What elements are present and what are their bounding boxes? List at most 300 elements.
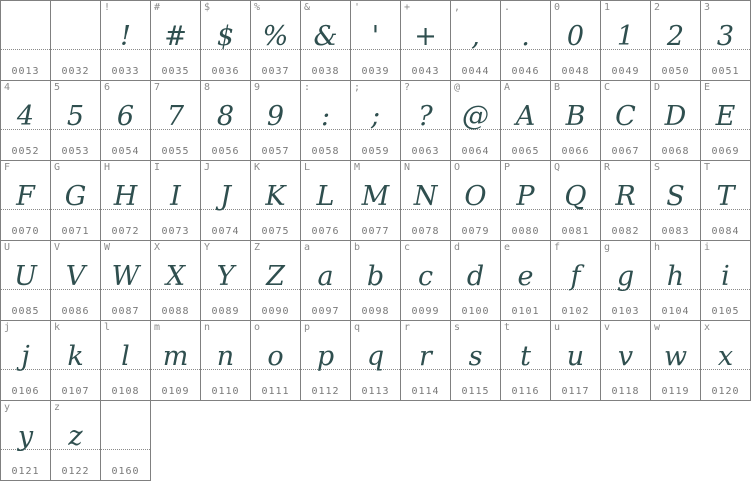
- glyph-preview: 8: [216, 101, 235, 132]
- glyph-code: 0064: [461, 146, 490, 157]
- glyph-reference-label: g: [604, 242, 611, 253]
- glyph-preview: 3: [716, 21, 735, 52]
- glyph-code: 0098: [361, 306, 390, 317]
- glyph-reference-label: K: [254, 162, 261, 173]
- glyph-cell: [501, 161, 551, 241]
- glyph-cell: [451, 161, 501, 241]
- glyph-code: 0063: [411, 146, 440, 157]
- glyph-code: 0082: [611, 226, 640, 237]
- glyph-code: 0055: [161, 146, 190, 157]
- baseline-dotted-rule: [501, 369, 550, 370]
- glyph-code: 0104: [661, 306, 690, 317]
- glyph-preview: f: [570, 261, 581, 292]
- glyph-reference-label: n: [204, 322, 211, 333]
- glyph-preview: N: [413, 181, 438, 212]
- glyph-code: 0036: [211, 66, 240, 77]
- glyph-cell: [401, 241, 451, 321]
- baseline-dotted-rule: [1, 49, 50, 50]
- glyph-reference-label: A: [504, 82, 511, 93]
- glyph-cell: [1, 1, 51, 81]
- glyph-cell: [451, 1, 501, 81]
- glyph-code: 0112: [311, 386, 340, 397]
- glyph-preview: s: [468, 341, 483, 372]
- baseline-dotted-rule: [101, 289, 150, 290]
- glyph-reference-label: V: [54, 242, 61, 253]
- baseline-dotted-rule: [601, 369, 650, 370]
- glyph-code: 0067: [611, 146, 640, 157]
- baseline-dotted-rule: [401, 289, 450, 290]
- glyph-code: 0068: [661, 146, 690, 157]
- baseline-dotted-rule: [651, 209, 700, 210]
- glyph-code: 0050: [661, 66, 690, 77]
- baseline-dotted-rule: [701, 289, 750, 290]
- glyph-reference-label: v: [604, 322, 611, 333]
- glyph-preview: C: [615, 101, 636, 132]
- glyph-preview: k: [67, 341, 84, 372]
- glyph-preview: D: [664, 101, 687, 132]
- glyph-reference-label: ?: [404, 82, 411, 93]
- glyph-cell: [251, 81, 301, 161]
- glyph-reference-label: X: [154, 242, 161, 253]
- glyph-reference-label: T: [704, 162, 711, 173]
- baseline-dotted-rule: [651, 369, 700, 370]
- glyph-preview: R: [615, 181, 636, 212]
- glyph-reference-label: :: [304, 82, 311, 93]
- glyph-reference-label: N: [404, 162, 411, 173]
- glyph-code: 0122: [61, 466, 90, 477]
- glyph-cell: [251, 321, 301, 401]
- glyph-reference-label: a: [304, 242, 311, 253]
- glyph-reference-label: q: [354, 322, 361, 333]
- baseline-dotted-rule: [451, 289, 500, 290]
- glyph-code: 0107: [61, 386, 90, 397]
- baseline-dotted-rule: [51, 209, 100, 210]
- glyph-preview: 5: [66, 101, 85, 132]
- glyph-reference-label: h: [654, 242, 661, 253]
- baseline-dotted-rule: [701, 209, 750, 210]
- baseline-dotted-rule: [351, 209, 400, 210]
- glyph-code: 0056: [211, 146, 240, 157]
- glyph-cell: [551, 1, 601, 81]
- glyph-cell: [301, 1, 351, 81]
- glyph-reference-label: y: [4, 402, 11, 413]
- glyph-code: 0080: [511, 226, 540, 237]
- glyph-code: 0084: [711, 226, 740, 237]
- glyph-cell: [701, 241, 751, 321]
- glyph-cell: [101, 321, 151, 401]
- glyph-reference-label: r: [404, 322, 411, 333]
- glyph-cell: [151, 81, 201, 161]
- glyph-cell: [701, 161, 751, 241]
- glyph-code: 0106: [11, 386, 40, 397]
- baseline-dotted-rule: [1, 289, 50, 290]
- glyph-reference-label: !: [104, 2, 111, 13]
- glyph-reference-label: s: [454, 322, 461, 333]
- baseline-dotted-rule: [501, 129, 550, 130]
- glyph-cell: [701, 321, 751, 401]
- baseline-dotted-rule: [101, 449, 150, 450]
- glyph-preview: K: [265, 181, 286, 212]
- glyph-cell: [201, 321, 251, 401]
- glyph-code: 0097: [311, 306, 340, 317]
- glyph-reference-label: w: [654, 322, 661, 333]
- glyph-cell: [51, 81, 101, 161]
- glyph-cell: [601, 1, 651, 81]
- glyph-code: 0119: [661, 386, 690, 397]
- glyph-cell: [401, 321, 451, 401]
- glyph-cell: [51, 401, 101, 481]
- baseline-dotted-rule: [251, 129, 300, 130]
- glyph-preview: c: [417, 261, 434, 292]
- glyph-code: 0108: [111, 386, 140, 397]
- glyph-preview: p: [316, 341, 335, 372]
- glyph-code: 0110: [211, 386, 240, 397]
- character-row: [1, 161, 751, 241]
- baseline-dotted-rule: [301, 129, 350, 130]
- glyph-cell: [351, 161, 401, 241]
- glyph-cell: [51, 241, 101, 321]
- glyph-cell: [251, 161, 301, 241]
- glyph-code: 0059: [361, 146, 390, 157]
- glyph-reference-label: ': [354, 2, 361, 13]
- glyph-reference-label: u: [554, 322, 561, 333]
- glyph-reference-label: o: [254, 322, 261, 333]
- glyph-cell: [51, 321, 101, 401]
- glyph-preview: S: [666, 181, 685, 212]
- glyph-cell: [301, 161, 351, 241]
- glyph-cell: [401, 1, 451, 81]
- glyph-reference-label: W: [104, 242, 111, 253]
- glyph-cell: [701, 1, 751, 81]
- glyph-reference-label: U: [4, 242, 11, 253]
- baseline-dotted-rule: [51, 449, 100, 450]
- baseline-dotted-rule: [301, 369, 350, 370]
- baseline-dotted-rule: [401, 129, 450, 130]
- baseline-dotted-rule: [451, 129, 500, 130]
- glyph-reference-label: D: [654, 82, 661, 93]
- glyph-preview: Q: [564, 181, 587, 212]
- baseline-dotted-rule: [501, 49, 550, 50]
- glyph-code: 0051: [711, 66, 740, 77]
- baseline-dotted-rule: [401, 49, 450, 50]
- glyph-reference-label: l: [104, 322, 111, 333]
- glyph-code: 0054: [111, 146, 140, 157]
- glyph-cell: [501, 241, 551, 321]
- glyph-code: 0085: [11, 306, 40, 317]
- glyph-reference-label: b: [354, 242, 361, 253]
- baseline-dotted-rule: [201, 129, 250, 130]
- baseline-dotted-rule: [401, 209, 450, 210]
- baseline-dotted-rule: [351, 49, 400, 50]
- glyph-reference-label: I: [154, 162, 161, 173]
- glyph-preview: h: [666, 261, 685, 292]
- baseline-dotted-rule: [651, 129, 700, 130]
- glyph-preview: r: [419, 341, 432, 372]
- glyph-preview: Z: [266, 261, 285, 292]
- glyph-cell: [651, 1, 701, 81]
- glyph-code: 0088: [161, 306, 190, 317]
- glyph-cell: [101, 241, 151, 321]
- glyph-reference-label: ;: [354, 82, 361, 93]
- glyph-reference-label: 6: [104, 82, 111, 93]
- glyph-code: 0120: [711, 386, 740, 397]
- glyph-cell: [651, 161, 701, 241]
- glyph-code: 0101: [511, 306, 540, 317]
- glyph-preview: y: [17, 421, 34, 452]
- glyph-cell: [701, 81, 751, 161]
- glyph-cell: [1, 161, 51, 241]
- glyph-reference-label: #: [154, 2, 161, 13]
- glyph-preview: ;: [370, 101, 381, 132]
- baseline-dotted-rule: [101, 209, 150, 210]
- glyph-cell: [451, 241, 501, 321]
- glyph-code: 0116: [511, 386, 540, 397]
- glyph-code: 0053: [61, 146, 90, 157]
- glyph-preview: b: [366, 261, 385, 292]
- baseline-dotted-rule: [101, 369, 150, 370]
- glyph-preview: A: [515, 101, 536, 132]
- glyph-preview: 4: [16, 101, 35, 132]
- baseline-dotted-rule: [1, 209, 50, 210]
- glyph-cell: [551, 81, 601, 161]
- character-row: [1, 1, 751, 81]
- glyph-code: 0074: [211, 226, 240, 237]
- glyph-reference-label: H: [104, 162, 111, 173]
- glyph-reference-label: B: [554, 82, 561, 93]
- glyph-preview: V: [65, 261, 86, 292]
- baseline-dotted-rule: [451, 49, 500, 50]
- baseline-dotted-rule: [151, 129, 200, 130]
- baseline-dotted-rule: [301, 209, 350, 210]
- glyph-preview: G: [64, 181, 87, 212]
- baseline-dotted-rule: [551, 209, 600, 210]
- baseline-dotted-rule: [1, 369, 50, 370]
- baseline-dotted-rule: [101, 49, 150, 50]
- glyph-preview: [101, 411, 150, 450]
- glyph-preview: v: [617, 341, 634, 372]
- glyph-preview: g: [616, 261, 635, 292]
- glyph-cell: [201, 81, 251, 161]
- glyph-code: 0111: [261, 386, 290, 397]
- glyph-cell: [451, 321, 501, 401]
- glyph-code: 0117: [561, 386, 590, 397]
- glyph-reference-label: 8: [204, 82, 211, 93]
- glyph-preview: l: [121, 341, 130, 372]
- character-row: [1, 81, 751, 161]
- glyph-code: 0039: [361, 66, 390, 77]
- glyph-code: 0090: [261, 306, 290, 317]
- glyph-cell: [51, 161, 101, 241]
- baseline-dotted-rule: [251, 209, 300, 210]
- glyph-cell: [501, 1, 551, 81]
- baseline-dotted-rule: [201, 209, 250, 210]
- glyph-cell: [351, 1, 401, 81]
- glyph-preview: t: [520, 341, 531, 372]
- glyph-cell: [201, 161, 251, 241]
- glyph-cell: [251, 1, 301, 81]
- glyph-preview: $: [216, 21, 235, 52]
- baseline-dotted-rule: [551, 49, 600, 50]
- glyph-reference-label: L: [304, 162, 311, 173]
- baseline-dotted-rule: [551, 129, 600, 130]
- glyph-cell: [401, 81, 451, 161]
- glyph-preview: 6: [116, 101, 135, 132]
- glyph-cell: [351, 321, 401, 401]
- glyph-cell: [1, 401, 51, 481]
- glyph-preview: a: [317, 261, 334, 292]
- glyph-reference-label: P: [504, 162, 511, 173]
- glyph-cell: [551, 321, 601, 401]
- baseline-dotted-rule: [301, 289, 350, 290]
- glyph-reference-label: 0: [554, 2, 561, 13]
- glyph-preview: M: [361, 181, 390, 212]
- glyph-reference-label: 1: [604, 2, 611, 13]
- glyph-code: 0102: [561, 306, 590, 317]
- baseline-dotted-rule: [451, 369, 500, 370]
- glyph-cell: [1, 321, 51, 401]
- glyph-code: 0035: [161, 66, 190, 77]
- baseline-dotted-rule: [601, 49, 650, 50]
- glyph-code: 0038: [311, 66, 340, 77]
- glyph-cell: [151, 321, 201, 401]
- baseline-dotted-rule: [251, 369, 300, 370]
- glyph-cell: [1, 241, 51, 321]
- glyph-code: 0049: [611, 66, 640, 77]
- glyph-code: 0105: [711, 306, 740, 317]
- glyph-code: 0115: [461, 386, 490, 397]
- glyph-preview: 7: [166, 101, 185, 132]
- glyph-reference-label: F: [4, 162, 11, 173]
- glyph-reference-label: $: [204, 2, 211, 13]
- glyph-reference-label: 3: [704, 2, 711, 13]
- glyph-preview: I: [170, 181, 181, 212]
- glyph-code: 0048: [561, 66, 590, 77]
- baseline-dotted-rule: [201, 289, 250, 290]
- baseline-dotted-rule: [151, 209, 200, 210]
- glyph-preview: o: [267, 341, 284, 372]
- glyph-preview: 0: [566, 21, 585, 52]
- glyph-preview: m: [162, 341, 189, 372]
- glyph-preview: H: [113, 181, 138, 212]
- glyph-preview: &: [313, 21, 338, 52]
- glyph-code: 0079: [461, 226, 490, 237]
- glyph-preview: z: [68, 421, 83, 452]
- glyph-reference-label: G: [54, 162, 61, 173]
- baseline-dotted-rule: [601, 209, 650, 210]
- glyph-reference-label: 4: [4, 82, 11, 93]
- glyph-preview: x: [717, 341, 734, 372]
- baseline-dotted-rule: [401, 369, 450, 370]
- glyph-code: 0071: [61, 226, 90, 237]
- glyph-cell: [151, 1, 201, 81]
- glyph-reference-label: 5: [54, 82, 61, 93]
- glyph-code: 0076: [311, 226, 340, 237]
- glyph-code: 0081: [561, 226, 590, 237]
- glyph-cell: [151, 241, 201, 321]
- glyph-code: 0113: [361, 386, 390, 397]
- glyph-cell: [251, 241, 301, 321]
- glyph-reference-label: x: [704, 322, 711, 333]
- glyph-cell: [351, 241, 401, 321]
- glyph-code: 0057: [261, 146, 290, 157]
- baseline-dotted-rule: [351, 289, 400, 290]
- baseline-dotted-rule: [601, 129, 650, 130]
- glyph-reference-label: Q: [554, 162, 561, 173]
- glyph-code: 0121: [11, 466, 40, 477]
- glyph-code: 0065: [511, 146, 540, 157]
- glyph-preview: 9: [266, 101, 285, 132]
- glyph-reference-label: 2: [654, 2, 661, 13]
- glyph-code: 0013: [11, 66, 40, 77]
- glyph-reference-label: e: [504, 242, 511, 253]
- baseline-dotted-rule: [701, 369, 750, 370]
- glyph-cell: [101, 161, 151, 241]
- glyph-cell: [451, 81, 501, 161]
- glyph-preview: j: [21, 341, 30, 372]
- baseline-dotted-rule: [51, 49, 100, 50]
- glyph-reference-label: 7: [154, 82, 161, 93]
- glyph-reference-label: i: [704, 242, 711, 253]
- glyph-preview: X: [165, 261, 186, 292]
- baseline-dotted-rule: [551, 369, 600, 370]
- glyph-code: 0058: [311, 146, 340, 157]
- glyph-reference-label: O: [454, 162, 461, 173]
- baseline-dotted-rule: [151, 289, 200, 290]
- glyph-reference-label: S: [654, 162, 661, 173]
- glyph-cell: [301, 321, 351, 401]
- glyph-preview: E: [715, 101, 736, 132]
- glyph-preview: %: [262, 21, 289, 52]
- glyph-cell: [151, 161, 201, 241]
- baseline-dotted-rule: [351, 129, 400, 130]
- character-row: [1, 321, 751, 401]
- glyph-preview: u: [566, 341, 585, 372]
- glyph-preview: ': [371, 21, 380, 52]
- glyph-code: 0099: [411, 306, 440, 317]
- glyph-cell: [601, 241, 651, 321]
- baseline-dotted-rule: [1, 129, 50, 130]
- glyph-code: 0114: [411, 386, 440, 397]
- baseline-dotted-rule: [501, 209, 550, 210]
- glyph-reference-label: Z: [254, 242, 261, 253]
- glyph-cell: [301, 241, 351, 321]
- glyph-preview: i: [721, 261, 730, 292]
- glyph-reference-label: E: [704, 82, 711, 93]
- glyph-code: 0044: [461, 66, 490, 77]
- glyph-preview: .: [521, 21, 530, 52]
- glyph-preview: B: [565, 101, 586, 132]
- glyph-reference-label: M: [354, 162, 361, 173]
- baseline-dotted-rule: [251, 289, 300, 290]
- glyph-reference-label: 9: [254, 82, 261, 93]
- glyph-reference-label: C: [604, 82, 611, 93]
- glyph-code: 0160: [111, 466, 140, 477]
- glyph-preview: ?: [418, 101, 433, 132]
- glyph-reference-label: @: [454, 82, 461, 93]
- glyph-cell: [501, 321, 551, 401]
- glyph-reference-label: m: [154, 322, 161, 333]
- baseline-dotted-rule: [601, 289, 650, 290]
- baseline-dotted-rule: [251, 49, 300, 50]
- glyph-code: 0052: [11, 146, 40, 157]
- baseline-dotted-rule: [101, 129, 150, 130]
- glyph-reference-label: f: [554, 242, 561, 253]
- glyph-cell: [551, 161, 601, 241]
- glyph-preview: :: [320, 101, 331, 132]
- character-row: [1, 241, 751, 321]
- glyph-code: 0083: [661, 226, 690, 237]
- glyph-cell: [101, 81, 151, 161]
